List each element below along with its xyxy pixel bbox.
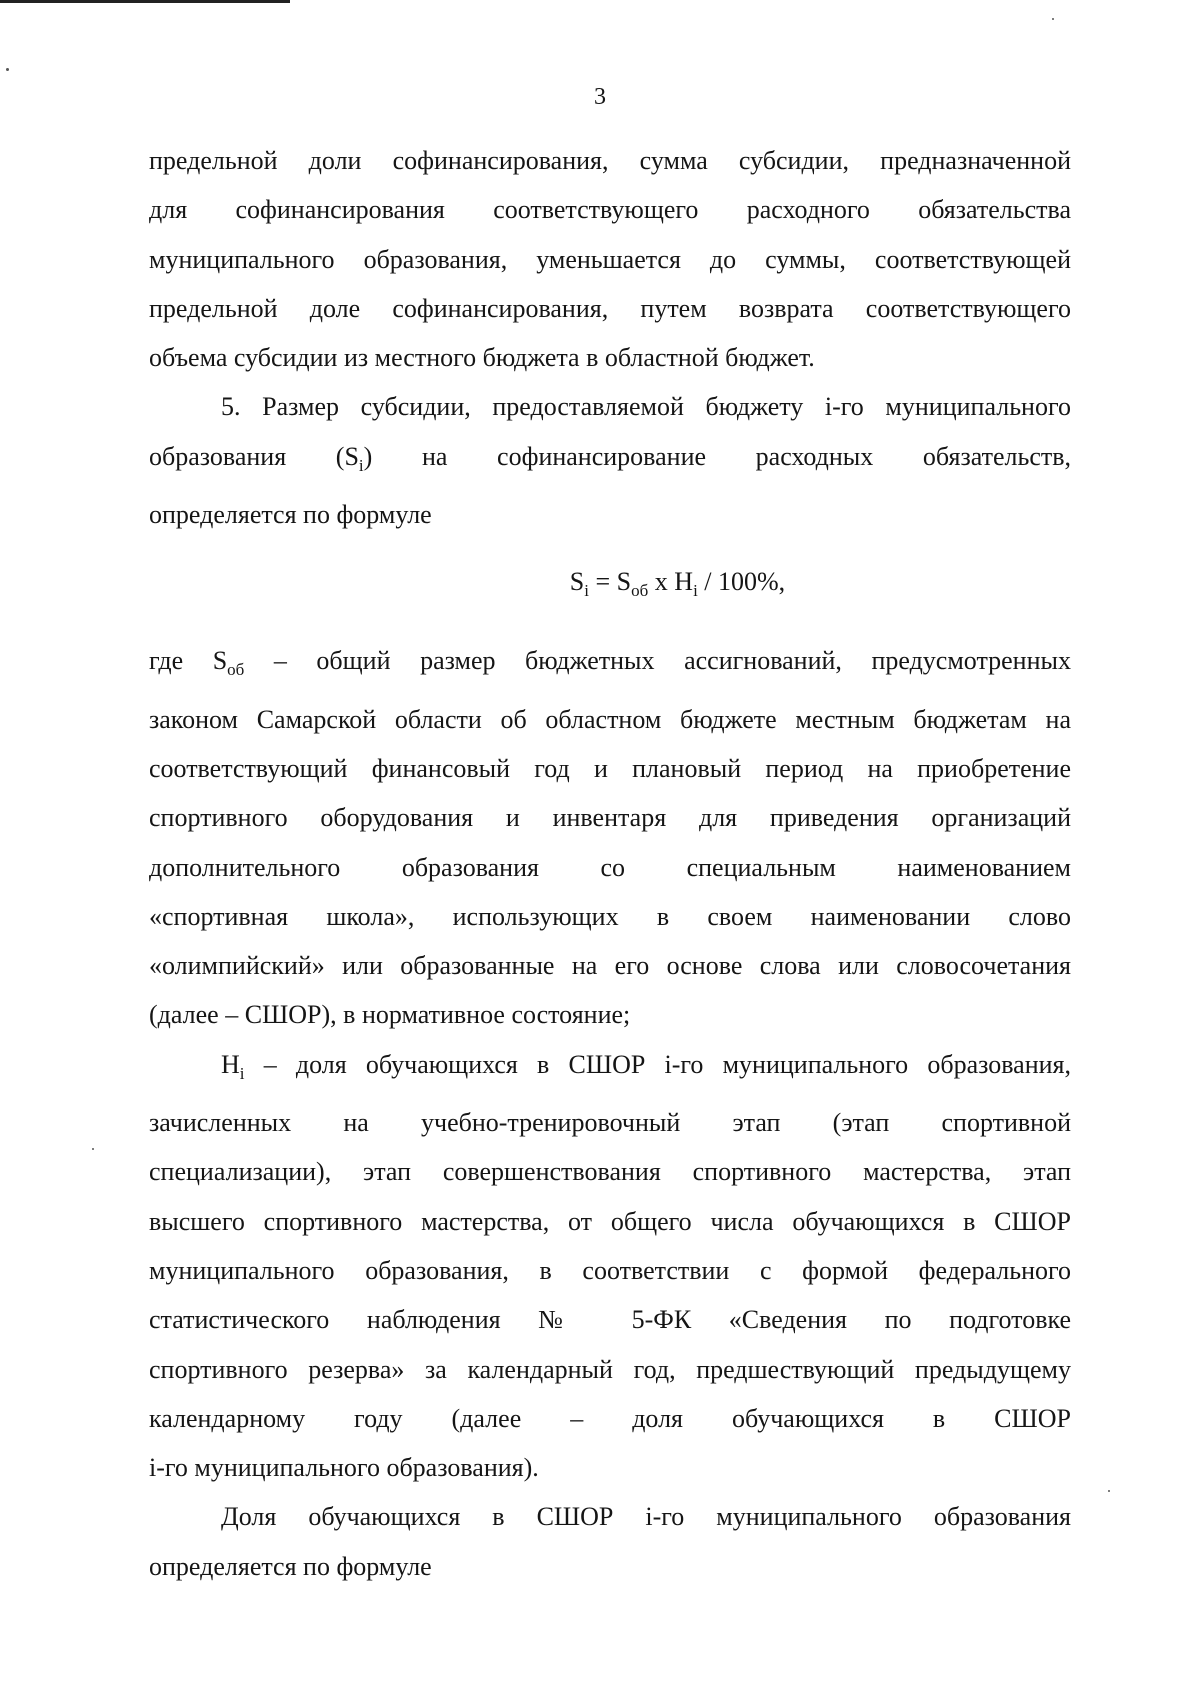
scan-speck: [1108, 1490, 1110, 1492]
paragraph-2: [149, 382, 1071, 539]
paragraph-3: [149, 636, 1071, 1039]
text-line: образования $(S_i)$ на софинансирование расходных обязательств,: [149, 441, 1072, 475]
text-line: (далее – СШОР), в нормативное состояние;: [149, 1000, 631, 1030]
text-line: предельной доли софинансирования, сумма субсидии, предназначенной: [149, 146, 1071, 175]
document-body: [149, 136, 1071, 1591]
paragraph-1: [149, 136, 1071, 382]
text-line: соответствующий финансовый год и плановый период на приобретение: [149, 753, 1071, 783]
paragraph-4: [149, 1040, 1071, 1493]
formula-subsidy: $S_i = S_{об}$ x $H_i / 100\%$,: [569, 567, 786, 601]
scan-speck: [6, 68, 9, 71]
text-line: i-го муниципального образования).: [149, 1453, 539, 1483]
text-line: статистического наблюдения № 5-ФК «Сведения по подготовке: [149, 1305, 1071, 1335]
text-line: дополнительного образования со специальным наименованием: [149, 852, 1071, 882]
text-line: $H_i$ – доля обучающихся в СШОР i-го муниципального образования,: [221, 1049, 1071, 1083]
text-line: зачисленных на учебно-тренировочный этап (этап спортивной: [149, 1108, 1071, 1138]
text-line: определяется по формуле: [149, 1551, 432, 1581]
text-line: где $S_{об}$ – общий размер бюджетных ассигнований, предусмотренных: [149, 646, 1071, 680]
text-line: Доля обучающихся в СШОР i-го муниципального образования: [221, 1502, 1071, 1532]
text-line: муниципального образования, в соответствии с формой федерального: [149, 1255, 1071, 1285]
text-line: объема субсидии из местного бюджета в областной бюджет.: [149, 343, 815, 373]
text-line: специализации), этап совершенствования спортивного мастерства, этап: [149, 1157, 1071, 1187]
text-line: муниципального образования, уменьшается до суммы, соответствующей: [149, 244, 1071, 274]
text-line: предельной доле софинансирования, путем возврата соответствующего: [149, 293, 1071, 323]
scan-edge-line: [0, 0, 290, 3]
text-line: календарному году (далее – доля обучающихся в СШОР: [149, 1403, 1071, 1433]
page-number: 3: [594, 84, 606, 110]
text-line: «спортивная школа», использующих в своем наименовании слово: [149, 901, 1071, 931]
text-line: «олимпийский» или образованные на его основе слова или словосочетания: [149, 951, 1071, 981]
text-line: высшего спортивного мастерства, от общего числа обучающихся в СШОР: [149, 1206, 1071, 1236]
text-line: 5. Размер субсидии, предоставляемой бюджету i-го муниципального: [221, 392, 1071, 422]
scan-speck: [92, 1148, 94, 1150]
text-line: определяется по формуле: [149, 500, 432, 530]
text-line: спортивного оборудования и инвентаря для приведения организаций: [149, 803, 1071, 833]
text-line: для софинансирования соответствующего расходного обязательства: [149, 195, 1071, 225]
text-line: законом Самарской области об областном бюджете местным бюджетам на: [149, 704, 1071, 734]
text-line: спортивного резерва» за календарный год, предшествующий предыдущему: [149, 1354, 1071, 1384]
paragraph-5: [149, 1492, 1071, 1591]
scan-speck: [1052, 18, 1054, 20]
